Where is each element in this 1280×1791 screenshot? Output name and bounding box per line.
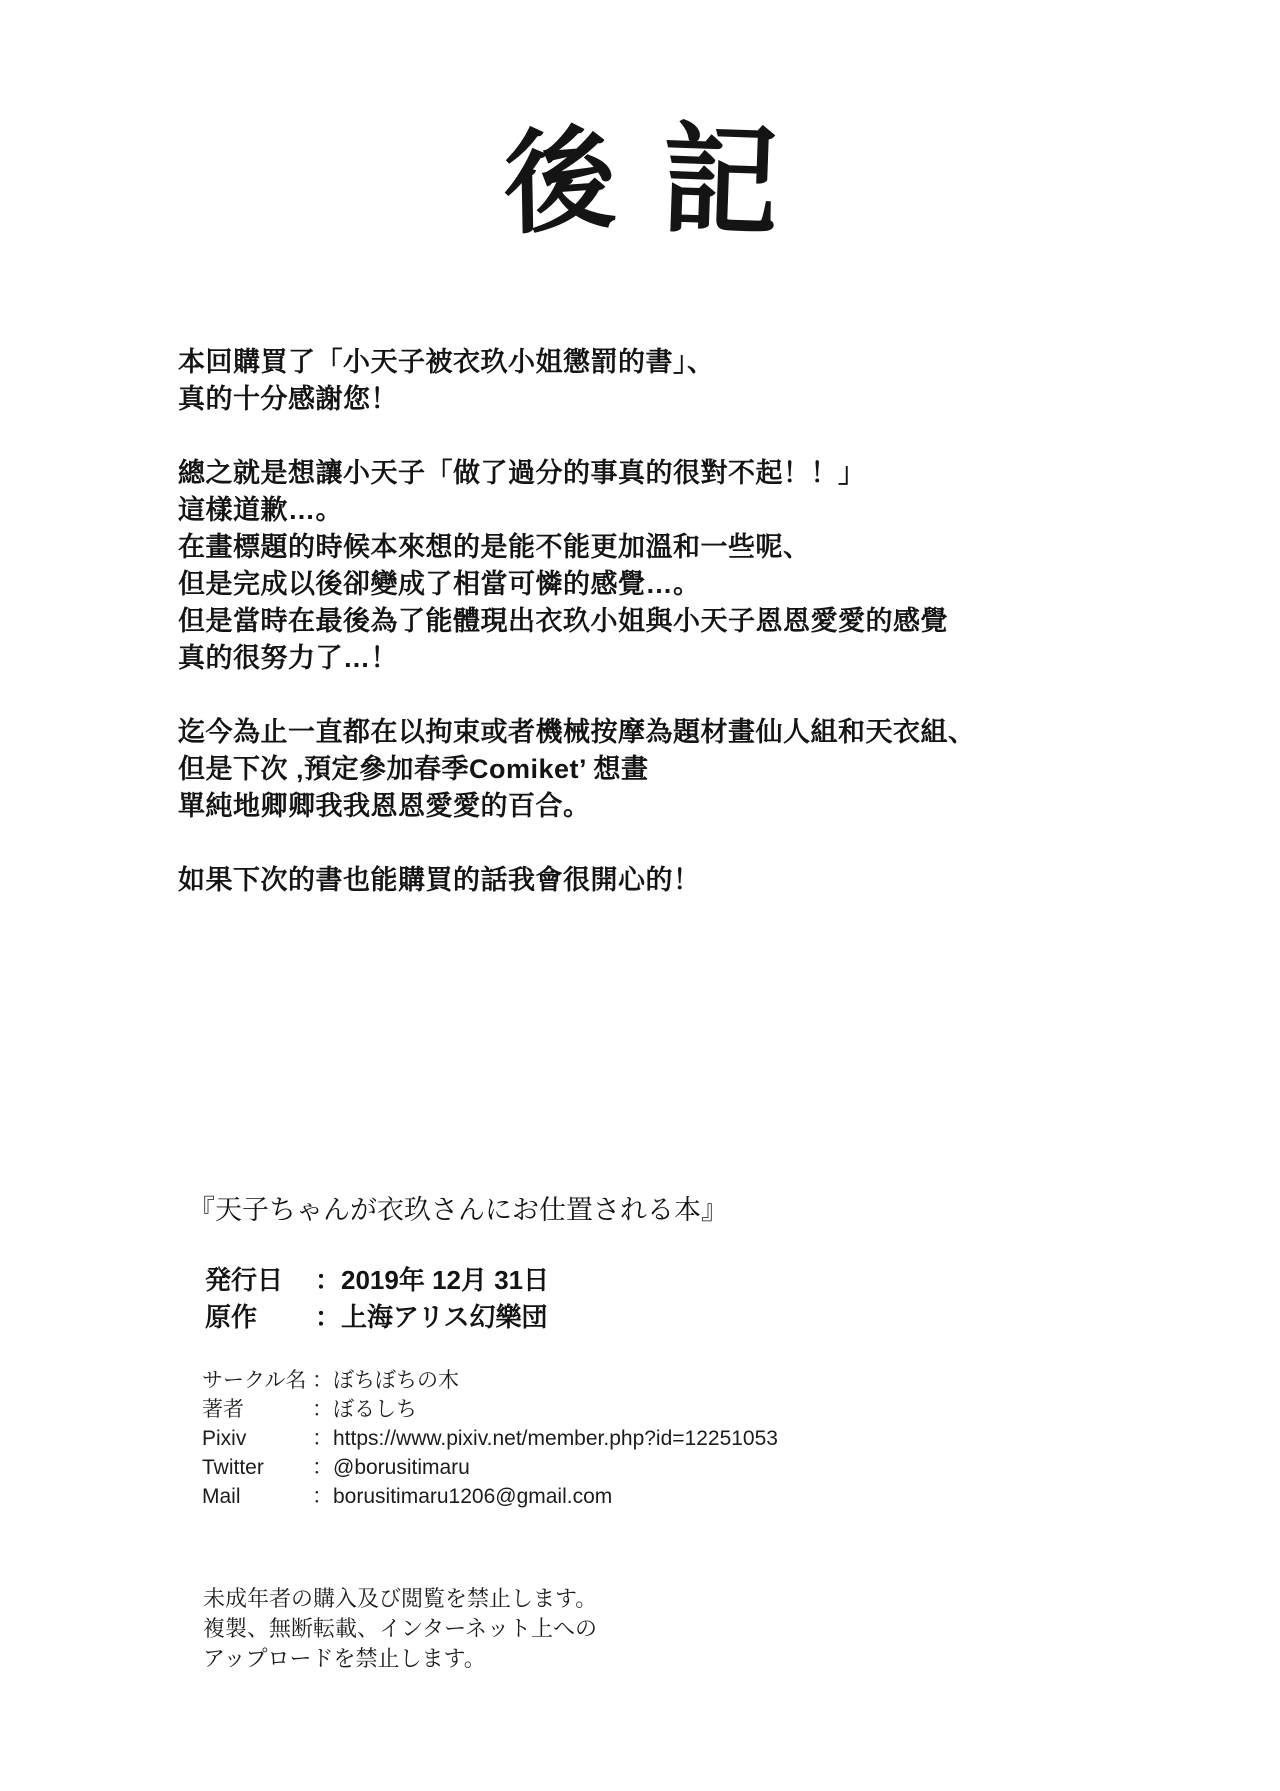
page-title-char-2: 記	[659, 111, 781, 251]
afterword-body-line: 但是當時在最後為了能體現出衣玖小姐與小天子恩恩愛愛的感覺	[178, 606, 948, 636]
circle-info-row	[202, 1395, 778, 1424]
legal-notice-line: 未成年者の購入及び閲覧を禁止します。	[203, 1586, 598, 1611]
afterword-body-line: 真的十分感謝您！	[178, 384, 398, 414]
page-title	[0, 111, 1280, 251]
circle-info-value: ：https://www.pixiv.net/member.php?id=12251053	[312, 1427, 778, 1450]
afterword-body-line	[178, 418, 1178, 455]
afterword-body-line: 但是下次 ‚預定參加春季Comiket’ 想畫	[178, 754, 649, 784]
afterword-body-line: 但是完成以後卻變成了相當可憐的感覺…。	[178, 569, 701, 599]
afterword-body-line	[178, 677, 1178, 714]
circle-info-row	[202, 1482, 778, 1511]
afterword-body-line: 這樣道歉…。	[178, 495, 343, 525]
publication-value: ：上海アリス幻樂団	[315, 1302, 548, 1332]
afterword-body-line: 迄今為止一直都在以拘束或者機械按摩為題材畫仙人組和天衣組、	[178, 717, 976, 747]
circle-info-value: ：borusitimaru1206@gmail.com	[312, 1485, 613, 1508]
circle-info-label: Pixiv	[202, 1427, 247, 1450]
publication-value: ：2019年 12月 31日	[315, 1265, 550, 1295]
afterword-body-line: 如果下次的書也能購買的話我會很開心的！	[178, 865, 701, 895]
circle-info-value: ：ぼるしち	[312, 1398, 417, 1421]
page-title-char-1: 後	[503, 115, 617, 248]
afterword-body-line: 本回購買了「小天子被衣玖小姐懲罰的書」、	[178, 347, 715, 377]
circle-info-label: サークル名	[202, 1369, 307, 1392]
legal-notice	[203, 1584, 597, 1674]
publication-label: 発行日	[205, 1265, 284, 1295]
afterword-body-line: 在畫標題的時候本來想的是能不能更加溫和一些呢、	[178, 532, 811, 562]
circle-info-value: ：@borusitimaru	[312, 1456, 470, 1479]
book-title: 『天子ちゃんが衣玖さんにお仕置される本』	[188, 1195, 728, 1225]
afterword-body-line: 總之就是想讓小天子「做了過分的事真的很對不起！！」	[178, 458, 866, 488]
publication-row	[205, 1262, 549, 1299]
legal-notice-line: アップロードを禁止します。	[203, 1646, 486, 1671]
afterword-body-line: 單純地卿卿我我恩恩愛愛的百合。	[178, 791, 591, 821]
circle-info-label: Twitter	[202, 1456, 264, 1479]
circle-info-value: ：ぼちぼちの木	[312, 1369, 459, 1392]
publication-row	[205, 1299, 549, 1336]
circle-info-row	[202, 1453, 778, 1482]
legal-notice-line: 複製、無断転載、インターネット上への	[203, 1616, 598, 1641]
circle-info-row	[202, 1366, 778, 1395]
publication-label: 原作	[205, 1302, 258, 1332]
circle-info-label: 著者	[202, 1398, 244, 1421]
circle-info-row	[202, 1424, 778, 1453]
circle-info	[202, 1366, 778, 1511]
afterword-body-line	[178, 825, 1178, 862]
afterword-body	[178, 344, 1178, 899]
circle-info-label: Mail	[202, 1485, 241, 1508]
publication-info	[205, 1262, 549, 1336]
afterword-body-line: 真的很努力了…！	[178, 643, 398, 673]
